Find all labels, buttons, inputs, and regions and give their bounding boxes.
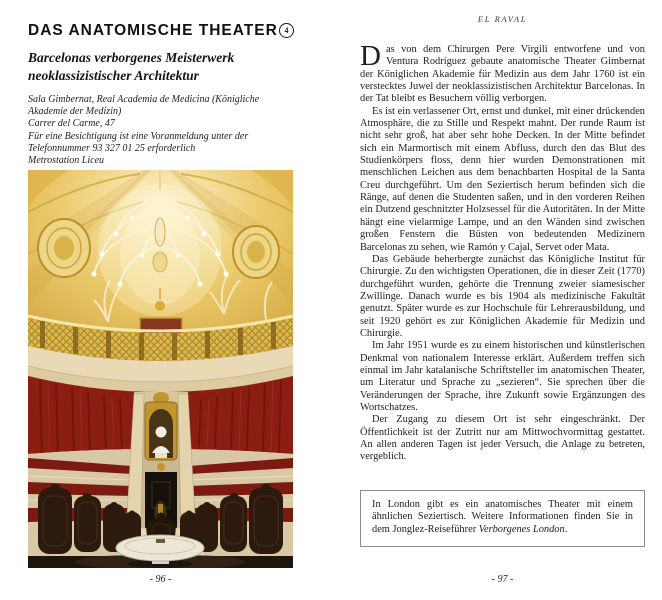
paragraph-intro <box>360 40 645 106</box>
detail-metro: Metrostation Liceu <box>28 155 105 167</box>
detail-phone: Für eine Besichtigung ist eine Voranmeldung unter der Telefonnummer 93 327 01 25 erforderlich <box>28 130 249 154</box>
drop-cap: D <box>360 40 381 72</box>
info-box-period: . <box>564 524 568 536</box>
detail-address: Carrer del Carme, 47 <box>28 118 115 130</box>
paragraph-building-history: Das Gebäude beherbergte zunächst das Königliche Institut für Chirurgie. Zu den wichtigsten Operationen, die in dieser Zeit (1770) durchgeführt wurden, gehörte die Trennung zweier siamesischer Zwillinge. Danach wurde es bis 1904 als medizinische Fakultät genutzt. Später wurde es zur Hochschule für Lehrerausbildung, und seit 1920 gehört es zur Königlichen Akademie für Medizin und Chirurgie. <box>360 253 645 339</box>
detail-venue: Sala Gimbernat, Real Academia de Medicina (Königliche Akademie der Medizin) <box>28 94 260 118</box>
right-page-text-column <box>360 14 645 547</box>
paragraph-access: Der Zugang zu diesem Ort ist sehr eingeschränkt. Der Öffentlichkeit ist der Zutritt nur am Mittwochvormittag gestattet. An allen anderen Tagen ist jeder Versuch, die Anlage zu betreten, vergeblich. <box>360 414 645 463</box>
location-number: 4 <box>284 25 289 35</box>
marble-bust <box>156 427 167 438</box>
location-number-badge <box>279 23 294 38</box>
info-box <box>360 490 645 547</box>
page-number-right: - 97 - <box>491 574 514 585</box>
ceiling-medallion-right <box>233 226 279 278</box>
page-number-left: - 96 - <box>149 574 172 585</box>
dissection-table <box>116 535 204 568</box>
ceiling-medallion-left <box>38 219 90 277</box>
page-title: DAS ANATOMISCHE THEATER <box>28 22 278 39</box>
info-box-text: In London gibt es ein anatomisches Theater mit einem ähnlichen Seziertisch. Weitere Informationen finden Sie in dem Jonglez-Reiseführer <box>372 498 633 536</box>
title-row <box>28 22 294 40</box>
paragraph-monument-writers: Im Jahr 1951 wurde es zu einem historischen und künstlerischen Denkmal von nationalem Interesse erklärt. Außerdem treffen sich einmal im Jahr katalanische Schriftsteller im anatomischen Theater, um Literatur und Sprache zu „sezieren“. Sie sprechen über die Veränderungen der Sprache, ihre Zukunft sowie Ergänzungen des Wortschatzes. <box>360 340 645 413</box>
paragraph-room-description: Es ist ein verlassener Ort, ernst und dunkel, mit einer drückenden Atmosphäre, die zu Stille und Respekt mahnt. Der runde Raum ist nicht sehr groß, hat aber sehr hohe Decken. In der Mitte befindet sich ein Marmortisch mit einem Abfluss, durch den das Blut des Studienkörpers floss, denn hier wurden Demonstrationen mit menschlichen Leichen aus dem benachbarten Hospital de la Santa Creu durchgeführt. Um den Seziertisch herum befinden sich die Ränge, auf denen die Studenten saßen, und in den vorderen Reihen ein Dutzend geschnitzter Holzsessel für die Autoritäten. In der Mitte hängt eine vielarmige Lampe, und an den Wänden sind zwischen großen Fenstern die Büsten von bedeutenden Medizinern Barcelonas zu sehen, wie Ramón y Cajal, Servet oder Mata. <box>360 105 645 253</box>
left-page-header-block <box>28 22 294 167</box>
theater-photo-art <box>28 170 293 568</box>
visit-details <box>28 94 294 167</box>
subtitle: Barcelonas verborgenes Meisterwerk neoklassizistischer Architektur <box>28 50 235 83</box>
info-box-book-title: Verborgenes London <box>478 524 565 536</box>
theater-photo <box>28 170 293 568</box>
paragraph-intro-text: as von dem Chirurgen Pere Virgili entworfene und von Ventura Rodríguez gebaute anatomische Theater Gimbernat der Königlichen Akademie für Medizin aus dem Jahr 1760 ist ein verstecktes Juwel der neoklassizistischen Architektur Barcelonas. In der Tat bleibt es Besuchern völlig verborgen. <box>360 44 645 105</box>
running-header: EL RAVAL <box>477 14 528 24</box>
